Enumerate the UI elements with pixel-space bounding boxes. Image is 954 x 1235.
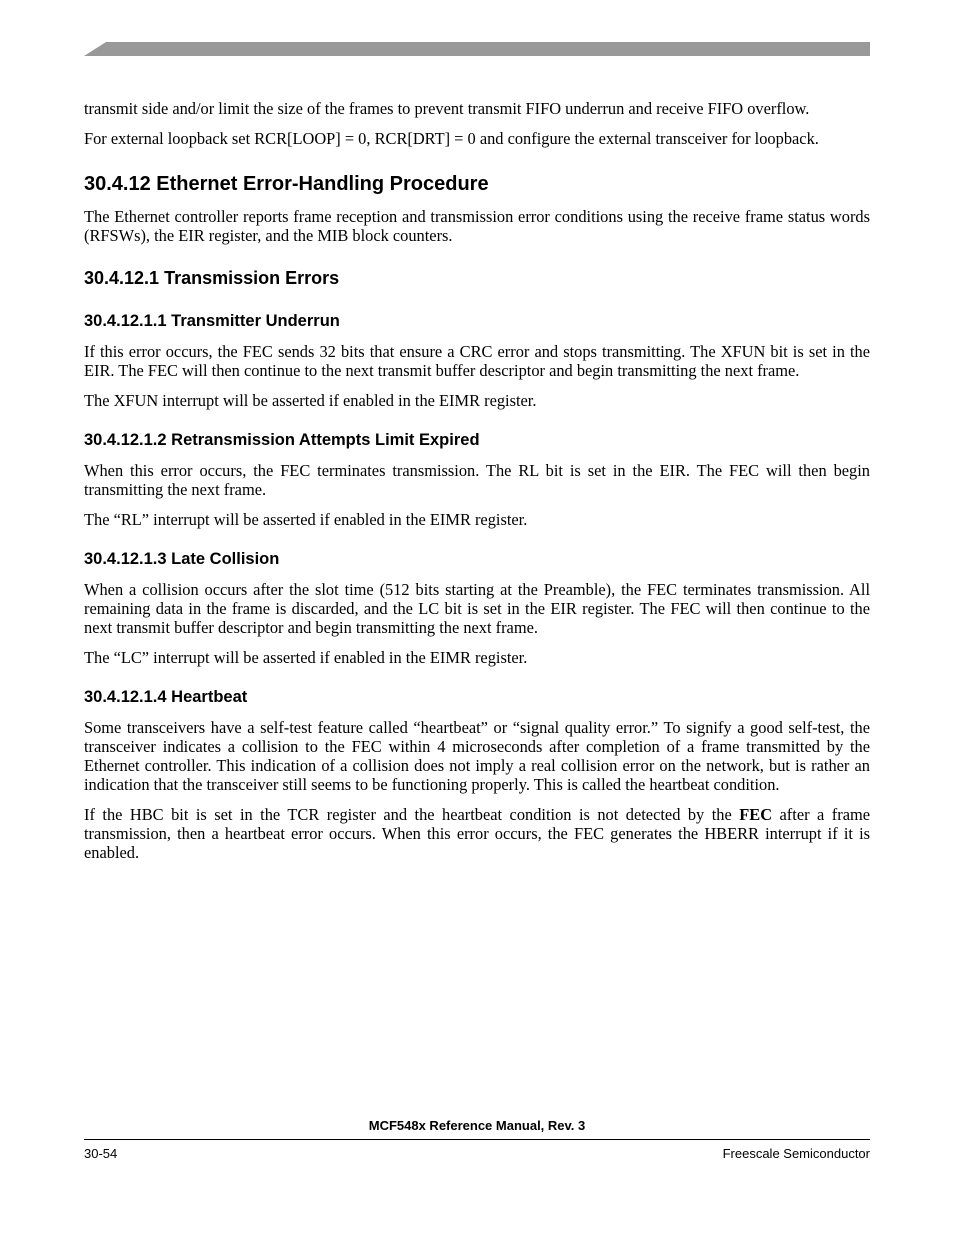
page-content bbox=[84, 99, 870, 862]
retransmission-paragraph-1: When this error occurs, the FEC terminates transmission. The RL bit is set in the EIR. The FEC will then begin transmitting the next frame. bbox=[84, 461, 870, 499]
heartbeat-text-after: after a frame transmission, then a heartbeat error occurs. When this error occurs, the FEC generates the HBERR interrupt if it is enabled. bbox=[84, 805, 870, 862]
footer-divider bbox=[84, 1139, 870, 1140]
underrun-paragraph-2: The XFUN interrupt will be asserted if enabled in the EIMR register. bbox=[84, 391, 537, 410]
heading-transmitter-underrun: 30.4.12.1.1 Transmitter Underrun bbox=[84, 312, 340, 330]
retransmission-paragraph-2: The “RL” interrupt will be asserted if enabled in the EIMR register. bbox=[84, 510, 528, 529]
heartbeat-text-before: If the HBC bit is set in the TCR register and the heartbeat condition is not detected by the bbox=[84, 805, 740, 824]
intro-paragraph-1: transmit side and/or limit the size of the frames to prevent transmit FIFO underrun and receive FIFO overflow. bbox=[84, 99, 810, 118]
heartbeat-text-bold: FEC bbox=[739, 805, 773, 824]
underrun-paragraph-1: If this error occurs, the FEC sends 32 bits that ensure a CRC error and stops transmitting. The XFUN bit is set in the EIR. The FEC will then continue to the next transmit buffer descriptor and begin transmitting the next frame. bbox=[84, 342, 870, 380]
heartbeat-paragraph-1: Some transceivers have a self-test feature called “heartbeat” or “signal quality error.” To signify a good self-test, the transceiver indicates a collision to the FEC within 4 microseconds after completion of a frame transmitted by the Ethernet controller. This indication of a collision does not imply a real collision error on the network, but is rather an indication that the transceiver still seems to be functioning properly. This is called the heartbeat condition. bbox=[84, 718, 870, 794]
heading-retransmission-limit: 30.4.12.1.2 Retransmission Attempts Limit Expired bbox=[84, 431, 480, 449]
heartbeat-paragraph-2 bbox=[84, 805, 870, 862]
heading-late-collision: 30.4.12.1.3 Late Collision bbox=[84, 550, 280, 568]
section-heading: 30.4.12 Ethernet Error-Handling Procedure bbox=[84, 173, 489, 195]
subsection-heading-transmission-errors: 30.4.12.1 Transmission Errors bbox=[84, 268, 340, 288]
intro-paragraph-2: For external loopback set RCR[LOOP] = 0, RCR[DRT] = 0 and configure the external transceiver for loopback. bbox=[84, 129, 819, 148]
footer-company: Freescale Semiconductor bbox=[722, 1146, 870, 1161]
late-collision-paragraph-2: The “LC” interrupt will be asserted if enabled in the EIMR register. bbox=[84, 648, 528, 667]
section-paragraph: The Ethernet controller reports frame reception and transmission error conditions using the receive frame status words (RFSWs), the EIR register, and the MIB block counters. bbox=[84, 207, 870, 245]
header-bar bbox=[84, 42, 870, 56]
heading-heartbeat: 30.4.12.1.4 Heartbeat bbox=[84, 688, 248, 706]
late-collision-paragraph-1: When a collision occurs after the slot time (512 bits starting at the Preamble), the FEC terminates transmission. All remaining data in the frame is discarded, and the LC bit is set in the EIR register. The FEC will then continue to the next transmit buffer descriptor and begin transmitting the next frame. bbox=[84, 580, 870, 637]
footer-page-number: 30-54 bbox=[84, 1146, 118, 1161]
footer-manual-title: MCF548x Reference Manual, Rev. 3 bbox=[368, 1118, 586, 1133]
